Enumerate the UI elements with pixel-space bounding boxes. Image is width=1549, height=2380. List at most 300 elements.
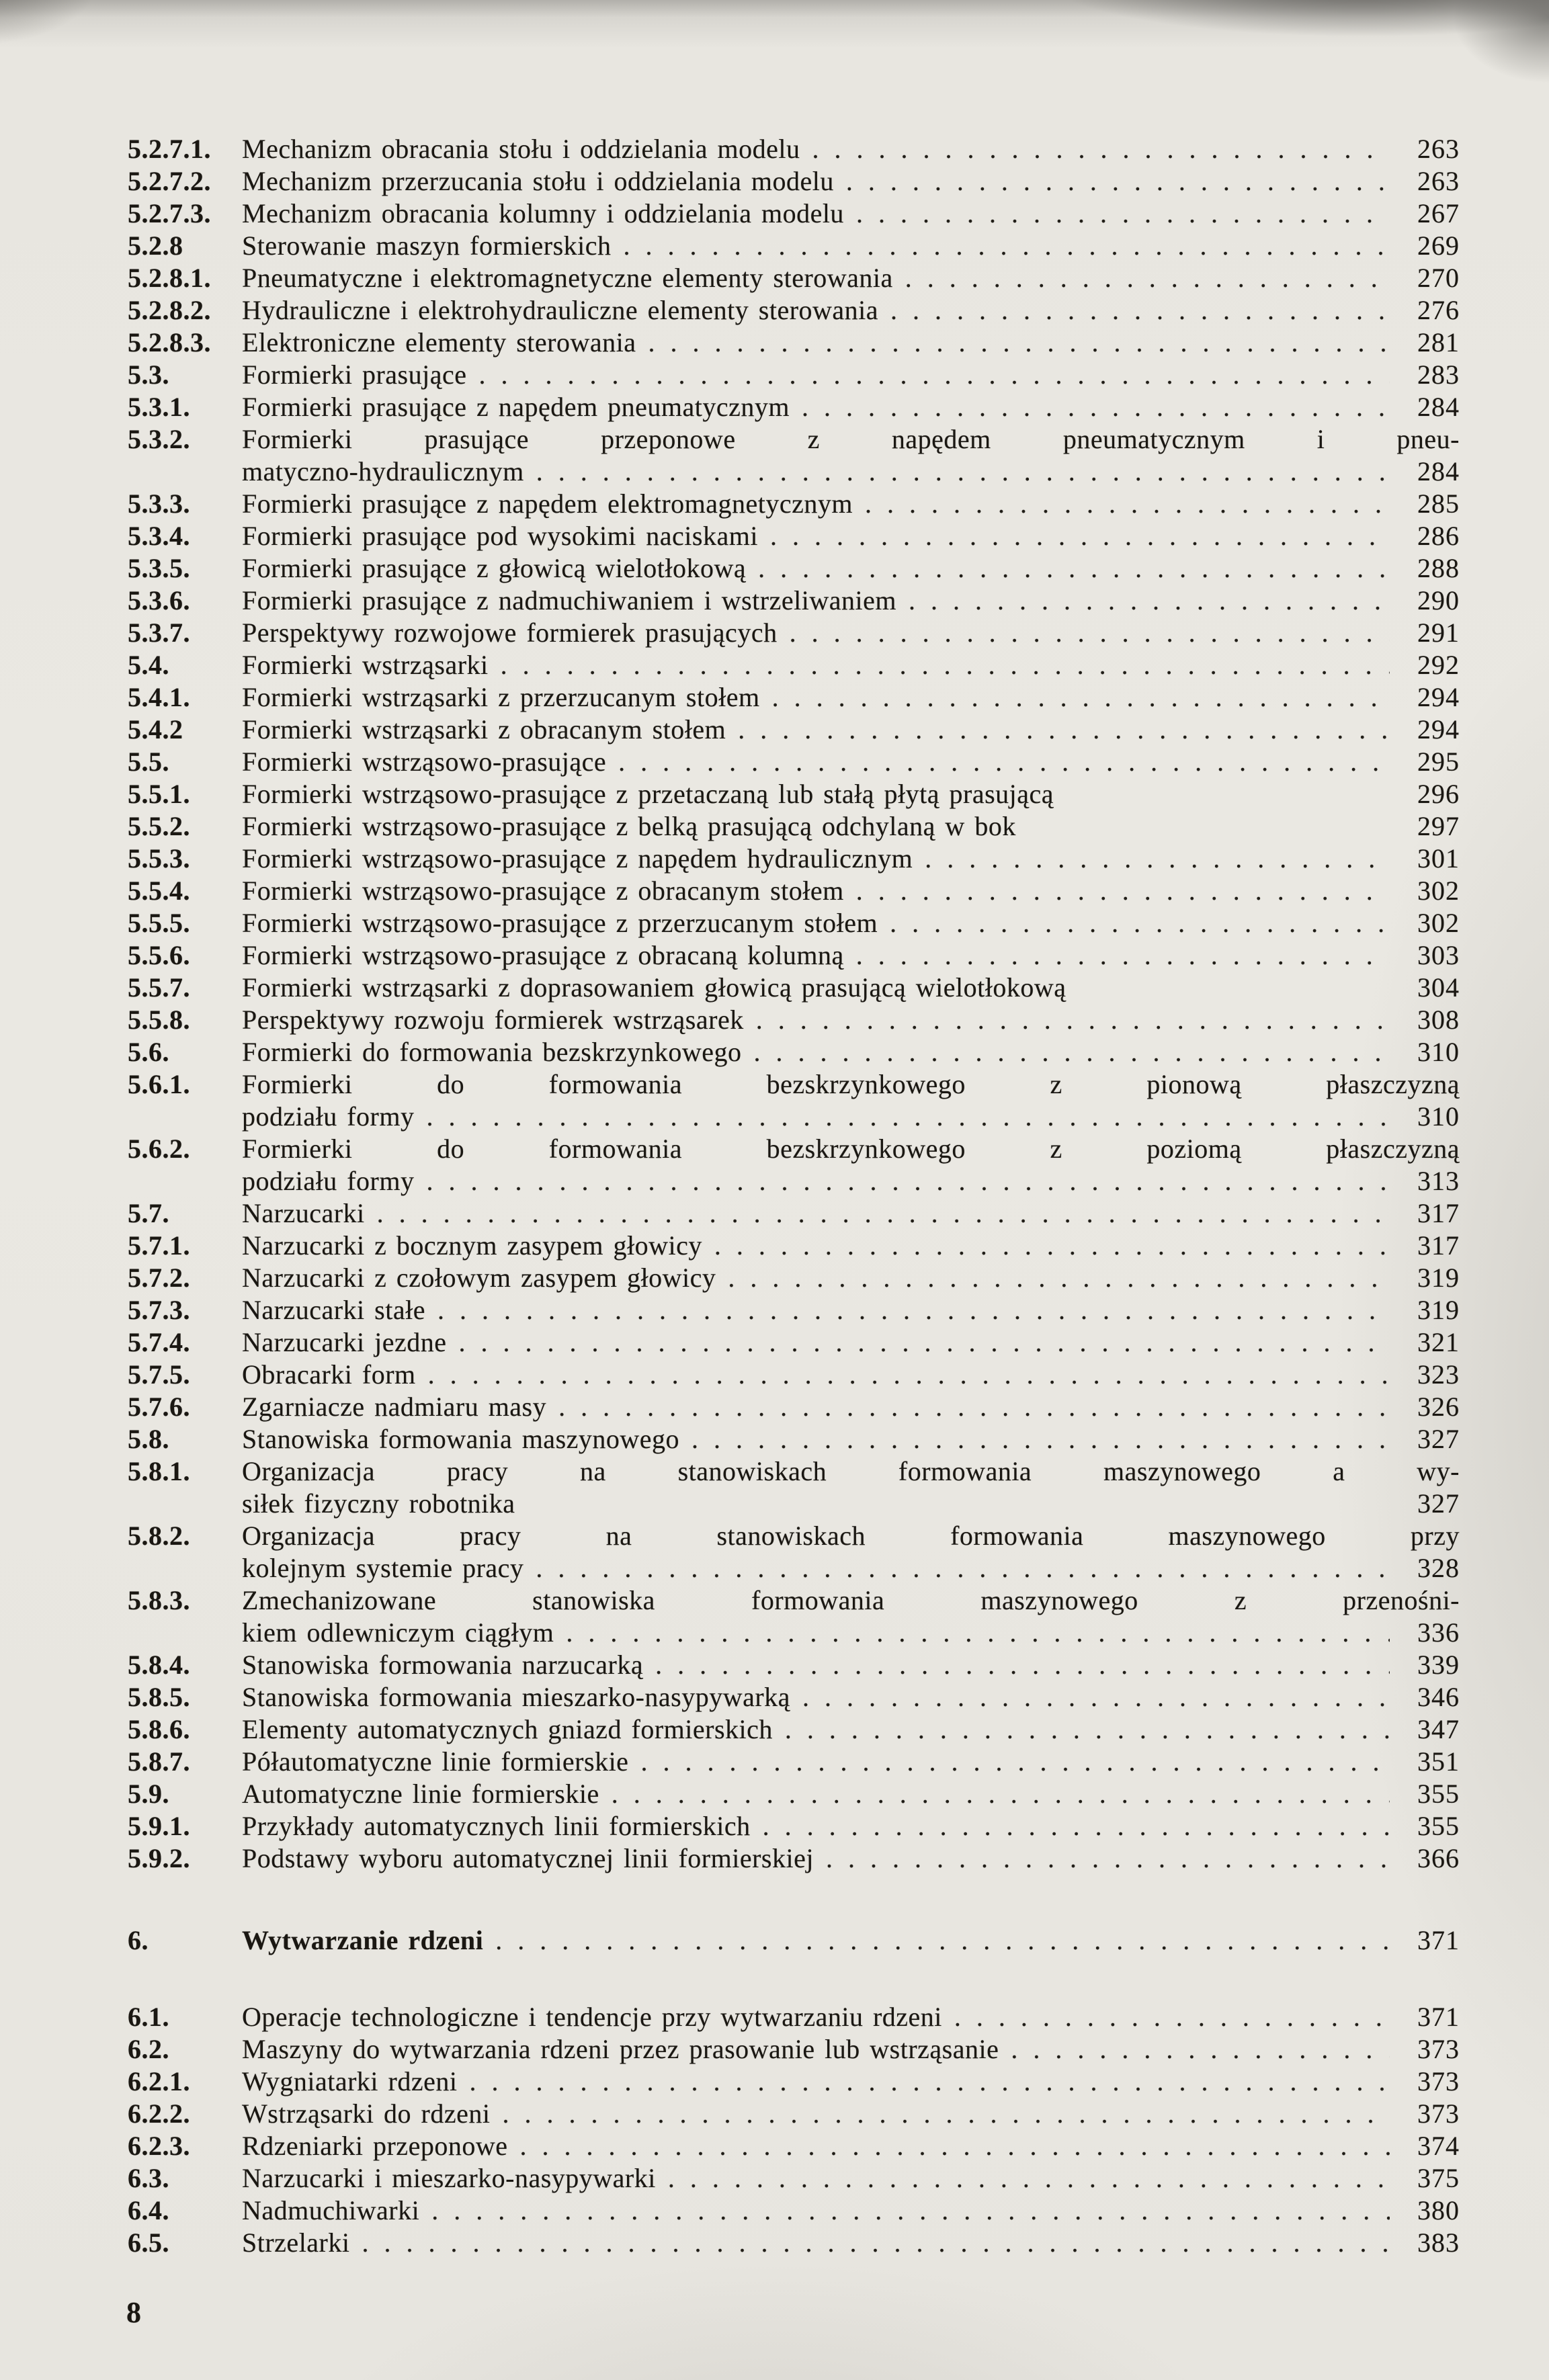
toc-entry <box>128 875 1460 907</box>
entry-number: 5.9. <box>128 1779 169 1809</box>
entry-title-line: Formierki prasujące z nadmuchiwaniem i wstrzeliwaniem <box>242 585 896 615</box>
entry-number: 5.2.7.3. <box>128 198 211 228</box>
entry-body <box>242 1068 1460 1133</box>
toc-entry <box>128 198 1460 230</box>
dot-leader-icon <box>431 2195 1390 2227</box>
entry-title-line: Formierki prasujące przeponowe z napędem pneumatycznym i pneu- <box>242 424 1460 454</box>
entry-last-line <box>242 1778 1460 1810</box>
entry-page-number: 336 <box>1417 1617 1460 1648</box>
entry-page-number: 291 <box>1417 618 1460 648</box>
entry-body <box>242 2227 1460 2259</box>
entry-body <box>242 198 1460 230</box>
entry-last-line <box>242 1746 1460 1778</box>
dot-leader-icon <box>566 1617 1390 1649</box>
entry-title-line: Rdzeniarki przeponowe <box>242 2131 508 2161</box>
entry-last-line <box>242 294 1460 327</box>
toc-entry <box>128 746 1460 778</box>
entry-title-line: Zgarniacze nadmiaru masy <box>242 1392 547 1422</box>
toc-entry <box>128 1133 1460 1197</box>
entry-body <box>242 2098 1460 2130</box>
entry-body <box>242 972 1460 1004</box>
entry-body <box>242 1649 1460 1681</box>
entry-page-number: 321 <box>1417 1327 1460 1357</box>
dot-leader-icon <box>536 456 1390 488</box>
entry-last-line <box>242 972 1460 1004</box>
entry-number: 6.2.3. <box>128 2131 190 2161</box>
toc-entry <box>128 1649 1460 1681</box>
entry-page-number: 288 <box>1417 553 1460 583</box>
toc-entry <box>128 714 1460 746</box>
dot-leader-icon <box>846 165 1390 198</box>
entry-number: 6.2.1. <box>128 2066 190 2096</box>
toc-entry <box>128 2130 1460 2162</box>
entry-title-line: Formierki wstrząsowo-prasujące z belką prasującą odchylaną w bok <box>242 811 1016 841</box>
entry-number: 5.3. <box>128 359 169 390</box>
toc-entry <box>128 359 1460 391</box>
entry-number: 5.2.8.2. <box>128 295 211 325</box>
entry-body <box>242 617 1460 649</box>
entry-number: 5.4.1. <box>128 682 190 712</box>
entry-title-line: Formierki wstrząsarki <box>242 650 489 680</box>
dot-leader-icon <box>618 746 1390 778</box>
entry-body <box>242 1004 1460 1036</box>
toc-entry <box>128 617 1460 649</box>
entry-number: 5.8.7. <box>128 1746 190 1777</box>
dot-leader-icon <box>624 230 1390 262</box>
entry-title-line: Formierki wstrząsowo-prasujące <box>242 747 607 777</box>
dot-leader-icon <box>377 1197 1390 1230</box>
toc-entry <box>128 1230 1460 1262</box>
toc-entry <box>128 972 1460 1004</box>
entry-last-line <box>242 1924 1460 1957</box>
entry-page-number: 374 <box>1417 2131 1460 2161</box>
entry-title-line: Sterowanie maszyn formierskich <box>242 230 612 261</box>
dot-leader-icon <box>502 2098 1390 2130</box>
toc-entry <box>128 2162 1460 2195</box>
entry-page-number: 366 <box>1417 1843 1460 1873</box>
toc-entry <box>128 1520 1460 1584</box>
entry-last-line <box>242 1391 1460 1423</box>
toc-entry <box>128 230 1460 262</box>
entry-number: 5.6. <box>128 1037 169 1067</box>
entry-page-number: 371 <box>1417 2002 1460 2032</box>
entry-body <box>242 488 1460 520</box>
dot-leader-icon <box>519 2130 1390 2162</box>
dot-leader-icon <box>909 585 1390 617</box>
entry-body <box>242 1455 1460 1520</box>
entry-last-line <box>242 2195 1460 2227</box>
entry-page-number: 380 <box>1417 2195 1460 2225</box>
dot-leader-icon <box>856 875 1390 907</box>
entry-page-number: 327 <box>1417 1488 1460 1519</box>
entry-last-line <box>242 262 1460 294</box>
entry-page-number: 304 <box>1417 972 1460 1003</box>
entry-last-line <box>242 1101 1460 1133</box>
entry-last-line <box>242 810 1460 843</box>
dot-leader-icon <box>479 359 1390 391</box>
entry-last-line <box>242 198 1460 230</box>
entry-page-number: 319 <box>1417 1295 1460 1325</box>
entry-body <box>242 2130 1460 2162</box>
toc-entry <box>128 2227 1460 2259</box>
entry-page-number: 285 <box>1417 488 1460 519</box>
entry-body <box>242 1133 1460 1197</box>
entry-body <box>242 1681 1460 1713</box>
toc-entry <box>128 1036 1460 1068</box>
toc-entry <box>128 939 1460 972</box>
entry-page-number: 269 <box>1417 230 1460 261</box>
entry-last-line <box>242 1326 1460 1359</box>
entry-number: 5.5.8. <box>128 1005 190 1035</box>
toc-entry <box>128 649 1460 681</box>
toc-entry <box>128 810 1460 843</box>
entry-last-line <box>242 456 1460 488</box>
entry-title-line: Podstawy wyboru automatycznej linii formierskiej <box>242 1843 814 1873</box>
entry-last-line <box>242 2130 1460 2162</box>
entry-title-line: Formierki do formowania bezskrzynkowego z poziomą płaszczyzną <box>242 1134 1460 1164</box>
entry-title-line: Narzucarki <box>242 1198 365 1228</box>
entry-page-number: 327 <box>1417 1424 1460 1454</box>
entry-last-line <box>242 1617 1460 1649</box>
toc-entry <box>128 1810 1460 1842</box>
entry-page-number: 323 <box>1417 1359 1460 1390</box>
entry-title-line: Operacje technologiczne i tendencje przy wytwarzaniu rdzeni <box>242 2002 942 2032</box>
entry-last-line <box>242 1230 1460 1262</box>
dot-leader-icon <box>812 133 1390 165</box>
toc-entry <box>128 1391 1460 1423</box>
entry-body <box>242 2066 1460 2098</box>
entry-title-line: podziału formy <box>242 1166 415 1196</box>
entry-body <box>242 1924 1460 1957</box>
entry-number: 5.3.3. <box>128 488 190 519</box>
entry-title-line: Stanowiska formowania mieszarko-nasypywarką <box>242 1682 790 1712</box>
entry-page-number: 373 <box>1417 2034 1460 2064</box>
entry-title-line: Formierki prasujące z napędem pneumatycznym <box>242 392 790 422</box>
entry-title-line: Organizacja pracy na stanowiskach formowania maszynowego przy <box>242 1521 1460 1551</box>
entry-last-line <box>242 488 1460 520</box>
entry-number: 5.6.2. <box>128 1134 190 1164</box>
entry-title-line: Perspektywy rozwojowe formierek prasujących <box>242 618 778 648</box>
toc-entry <box>128 1004 1460 1036</box>
entry-number: 5.8.6. <box>128 1714 190 1744</box>
dot-leader-icon <box>772 681 1390 714</box>
toc-entry <box>128 1294 1460 1326</box>
entry-number: 5.7.5. <box>128 1359 190 1390</box>
toc-entry <box>128 1778 1460 1810</box>
dot-leader-icon <box>459 1326 1390 1359</box>
entry-body <box>242 2162 1460 2195</box>
entry-body <box>242 1713 1460 1746</box>
entry-page-number: 267 <box>1417 198 1460 228</box>
dot-leader-icon <box>469 2066 1390 2098</box>
dot-leader-icon <box>362 2227 1390 2259</box>
entry-page-number: 303 <box>1417 940 1460 970</box>
toc-entry <box>128 1068 1460 1133</box>
entry-last-line <box>242 2162 1460 2195</box>
entry-number: 5.5. <box>128 747 169 777</box>
entry-number: 5.7.3. <box>128 1295 190 1325</box>
entry-last-line <box>242 391 1460 423</box>
entry-number: 5.2.8.1. <box>128 263 211 293</box>
entry-title-line: Formierki wstrząsarki z obracanym stołem <box>242 714 726 745</box>
entry-page-number: 290 <box>1417 585 1460 615</box>
toc-entry <box>128 327 1460 359</box>
entry-number: 5.8.5. <box>128 1682 190 1712</box>
entry-number: 5.3.4. <box>128 521 190 551</box>
toc-entry <box>128 1359 1460 1391</box>
entry-title-line: Przykłady automatycznych linii formierskich <box>242 1811 751 1841</box>
entry-number: 6.4. <box>128 2195 169 2225</box>
entry-number: 5.7.2. <box>128 1263 190 1293</box>
toc-entry <box>128 1713 1460 1746</box>
dot-leader-icon <box>640 1746 1390 1778</box>
entry-page-number: 319 <box>1417 1263 1460 1293</box>
entry-body <box>242 1778 1460 1810</box>
entry-page-number: 371 <box>1417 1925 1460 1955</box>
dot-leader-icon <box>428 1359 1390 1391</box>
entry-page-number: 292 <box>1417 650 1460 680</box>
dot-leader-icon <box>668 2162 1390 2195</box>
entry-title-line: Wygniatarki rdzeni <box>242 2066 458 2096</box>
dot-leader-icon <box>756 1004 1390 1036</box>
entry-number: 5.2.8 <box>128 230 183 261</box>
dot-leader-icon <box>495 1924 1390 1957</box>
entry-last-line <box>242 617 1460 649</box>
entry-page-number: 276 <box>1417 295 1460 325</box>
entry-page-number: 263 <box>1417 166 1460 196</box>
toc-entry <box>128 1262 1460 1294</box>
entry-body <box>242 681 1460 714</box>
entry-body <box>242 714 1460 746</box>
entry-title-line: Perspektywy rozwoju formierek wstrząsarek <box>242 1005 744 1035</box>
entry-page-number: 294 <box>1417 682 1460 712</box>
entry-page-number: 373 <box>1417 2066 1460 2096</box>
entry-title-line: Elektroniczne elementy sterowania <box>242 327 636 357</box>
entry-body <box>242 2195 1460 2227</box>
entry-body <box>242 1810 1460 1842</box>
toc-entry <box>128 1197 1460 1230</box>
entry-title-line: siłek fizyczny robotnika <box>242 1488 515 1519</box>
toc-entry <box>128 1584 1460 1649</box>
entry-title-line: Automatyczne linie formierskie <box>242 1779 599 1809</box>
toc-entry <box>128 681 1460 714</box>
entry-last-line <box>242 520 1460 552</box>
entry-number: 6.2.2. <box>128 2098 190 2129</box>
dot-leader-icon <box>427 1165 1390 1197</box>
entry-title-line: Mechanizm obracania stołu i oddzielania modelu <box>242 134 800 164</box>
toc-entry <box>128 133 1460 165</box>
entry-title-line: Hydrauliczne i elektrohydrauliczne elementy sterowania <box>242 295 879 325</box>
entry-last-line <box>242 875 1460 907</box>
toc-entry <box>128 1455 1460 1520</box>
dot-leader-icon <box>714 1230 1390 1262</box>
entry-body <box>242 391 1460 423</box>
entry-body <box>242 746 1460 778</box>
entry-last-line <box>242 907 1460 939</box>
dot-leader-icon <box>754 1036 1390 1068</box>
dot-leader-icon <box>655 1649 1390 1681</box>
entry-page-number: 297 <box>1417 811 1460 841</box>
entry-page-number: 302 <box>1417 908 1460 938</box>
entry-number: 5.7.1. <box>128 1230 190 1261</box>
entry-title-line: Narzucarki jezdne <box>242 1327 447 1357</box>
toc-entry <box>128 520 1460 552</box>
dot-leader-icon <box>856 939 1390 972</box>
toc-entry <box>128 585 1460 617</box>
entry-page-number: 263 <box>1417 134 1460 164</box>
toc-list <box>128 133 1460 2259</box>
entry-body <box>242 165 1460 198</box>
book-page-number: 8 <box>126 2296 141 2329</box>
entry-last-line <box>242 1359 1460 1391</box>
entry-title-line: Formierki wstrząsowo-prasujące z obracanym stołem <box>242 876 844 906</box>
entry-body <box>242 1423 1460 1455</box>
entry-page-number: 326 <box>1417 1392 1460 1422</box>
entry-number: 6.3. <box>128 2163 169 2193</box>
entry-title-line: Formierki wstrząsarki z doprasowaniem głowicą prasującą wielotłokową <box>242 972 1066 1003</box>
entry-body <box>242 939 1460 972</box>
toc-entry <box>128 1681 1460 1713</box>
entry-title-line: Formierki wstrząsowo-prasujące z obracaną kolumną <box>242 940 844 970</box>
entry-last-line <box>242 1681 1460 1713</box>
entry-body <box>242 1520 1460 1584</box>
entry-page-number: 270 <box>1417 263 1460 293</box>
dot-leader-icon <box>427 1101 1390 1133</box>
entry-body <box>242 649 1460 681</box>
dot-leader-icon <box>905 262 1390 294</box>
entry-last-line <box>242 1842 1460 1875</box>
dot-leader-icon <box>826 1842 1390 1875</box>
toc-entry <box>128 1423 1460 1455</box>
entry-page-number: 296 <box>1417 779 1460 809</box>
entry-number: 5.5.4. <box>128 876 190 906</box>
entry-number: 6.2. <box>128 2034 169 2064</box>
entry-body <box>242 552 1460 585</box>
entry-last-line <box>242 552 1460 585</box>
entry-page-number: 351 <box>1417 1746 1460 1777</box>
entry-number: 5.5.2. <box>128 811 190 841</box>
dot-leader-icon <box>758 552 1390 585</box>
entry-number: 5.8. <box>128 1424 169 1454</box>
entry-last-line <box>242 1423 1460 1455</box>
entry-page-number: 286 <box>1417 521 1460 551</box>
entry-title-line: Formierki wstrząsarki z przerzucanym stołem <box>242 682 760 712</box>
entry-body <box>242 778 1460 810</box>
entry-number: 5.5.6. <box>128 940 190 970</box>
entry-title-line: Formierki do formowania bezskrzynkowego <box>242 1037 742 1067</box>
entry-title-line: Formierki do formowania bezskrzynkowego z pionową płaszczyzną <box>242 1069 1460 1099</box>
entry-number: 6. <box>128 1925 149 1955</box>
entry-page-number: 308 <box>1417 1005 1460 1035</box>
entry-body <box>242 1230 1460 1262</box>
toc-entry <box>128 1326 1460 1359</box>
entry-page-number: 328 <box>1417 1553 1460 1583</box>
entry-number: 5.3.7. <box>128 618 190 648</box>
dot-leader-icon <box>692 1423 1390 1455</box>
entry-title-line: Organizacja pracy na stanowiskach formowania maszynowego a wy- <box>242 1456 1460 1486</box>
dot-leader-icon <box>925 843 1390 875</box>
entry-body <box>242 1359 1460 1391</box>
entry-number: 5.6.1. <box>128 1069 190 1099</box>
entry-number: 6.5. <box>128 2227 169 2258</box>
dot-leader-icon <box>501 649 1390 681</box>
entry-number: 5.7.4. <box>128 1327 190 1357</box>
toc-entry <box>128 843 1460 875</box>
entry-title-line: matyczno-hydraulicznym <box>242 456 524 486</box>
dot-leader-icon <box>738 714 1390 746</box>
entry-body <box>242 1326 1460 1359</box>
entry-body <box>242 230 1460 262</box>
entry-last-line <box>242 681 1460 714</box>
entry-last-line <box>242 1036 1460 1068</box>
entry-title-line: Maszyny do wytwarzania rdzeni przez prasowanie lub wstrząsanie <box>242 2034 999 2064</box>
entry-last-line <box>242 165 1460 198</box>
entry-body <box>242 1584 1460 1649</box>
entry-last-line <box>242 939 1460 972</box>
entry-number: 5.3.5. <box>128 553 190 583</box>
entry-title-line: kiem odlewniczym ciągłym <box>242 1617 554 1648</box>
entry-page-number: 313 <box>1417 1166 1460 1196</box>
entry-number: 5.7. <box>128 1198 169 1228</box>
entry-title-line: Narzucarki stałe <box>242 1295 425 1325</box>
dot-leader-icon <box>802 391 1390 423</box>
entry-number: 5.8.3. <box>128 1585 190 1615</box>
entry-title-line: Półautomatyczne linie formierskie <box>242 1746 629 1777</box>
dot-leader-icon <box>558 1391 1390 1423</box>
entry-title-line: Narzucarki z bocznym zasypem głowicy <box>242 1230 702 1261</box>
entry-title-line: Formierki prasujące pod wysokimi naciskami <box>242 521 758 551</box>
entry-title-line: Strzelarki <box>242 2227 350 2258</box>
toc-entry <box>128 423 1460 488</box>
entry-body <box>242 2033 1460 2066</box>
entry-number: 5.2.8.3. <box>128 327 211 357</box>
toc-entry <box>128 907 1460 939</box>
entry-number: 5.8.4. <box>128 1650 190 1680</box>
entry-last-line <box>242 585 1460 617</box>
entry-page-number: 281 <box>1417 327 1460 357</box>
entry-title-line: Obracarki form <box>242 1359 416 1390</box>
dot-leader-icon <box>890 294 1390 327</box>
entry-body <box>242 262 1460 294</box>
entry-last-line <box>242 746 1460 778</box>
entry-title-line: Mechanizm przerzucania stołu i oddzielania modelu <box>242 166 834 196</box>
entry-body <box>242 843 1460 875</box>
entry-body <box>242 2001 1460 2033</box>
entry-number: 5.7.6. <box>128 1392 190 1422</box>
entry-title-line: Wytwarzanie rdzeni <box>242 1925 484 1955</box>
toc-entry <box>128 2098 1460 2130</box>
entry-last-line <box>242 359 1460 391</box>
entry-page-number: 284 <box>1417 456 1460 486</box>
dot-leader-icon <box>763 1810 1390 1842</box>
entry-title-line: Formierki prasujące <box>242 359 467 390</box>
entry-page-number: 283 <box>1417 359 1460 390</box>
entry-body <box>242 327 1460 359</box>
entry-title-line: Formierki prasujące z napędem elektromagnetycznym <box>242 488 853 519</box>
entry-page-number: 347 <box>1417 1714 1460 1744</box>
entry-body <box>242 520 1460 552</box>
entry-last-line <box>242 714 1460 746</box>
entry-last-line <box>242 2066 1460 2098</box>
dot-leader-icon <box>770 520 1390 552</box>
entry-page-number: 302 <box>1417 876 1460 906</box>
entry-number: 6.1. <box>128 2002 169 2032</box>
dot-leader-icon <box>612 1778 1390 1810</box>
entry-body <box>242 423 1460 488</box>
entry-page-number: 355 <box>1417 1811 1460 1841</box>
toc-entry <box>128 552 1460 585</box>
entry-title-line: Wstrząsarki do rdzeni <box>242 2098 491 2129</box>
